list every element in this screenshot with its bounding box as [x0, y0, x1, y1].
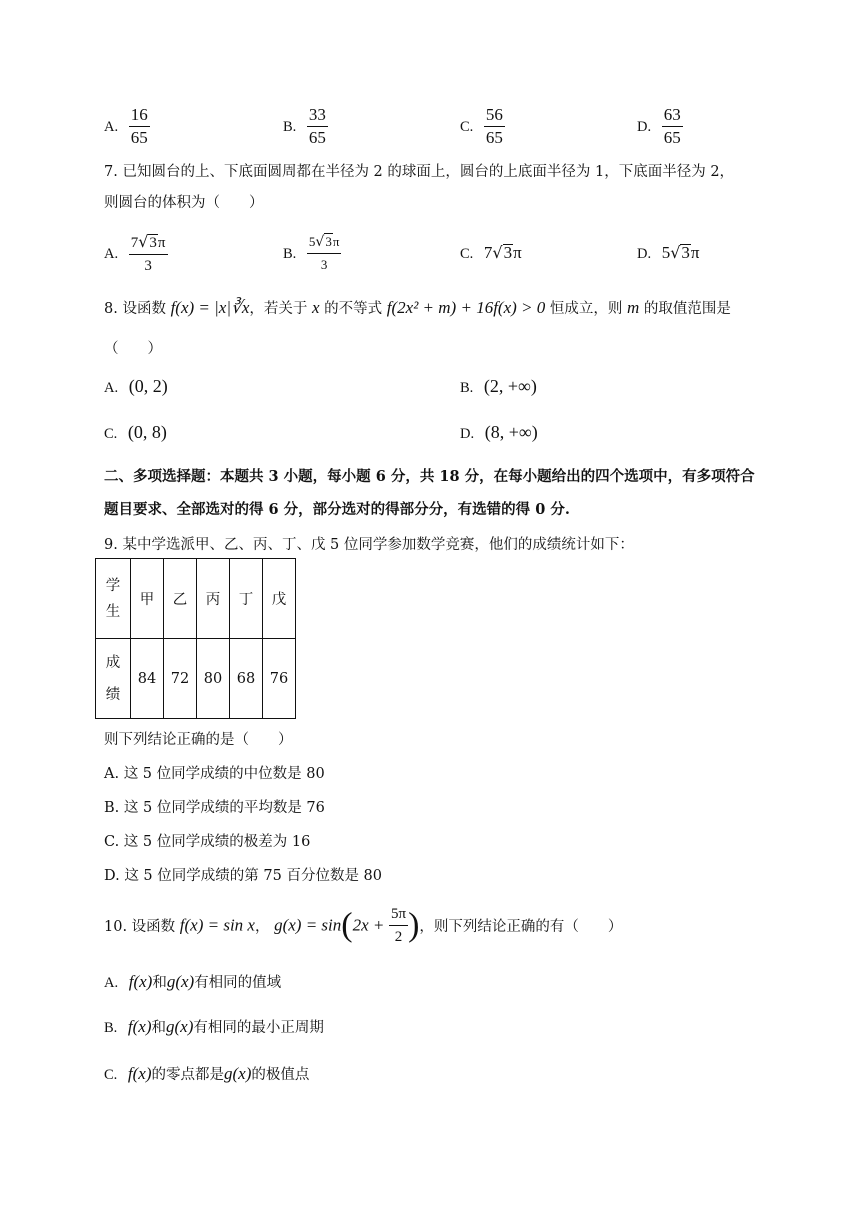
q8-option-b: B. (2, +∞): [460, 376, 537, 396]
q9-option-c: C. 这 5 位同学成绩的极差为 16: [104, 834, 311, 850]
q7-stem-line2: 则圆台的体积为（ ）: [104, 195, 264, 211]
q8-option-c: C. (0, 8): [104, 422, 167, 442]
table-cell: 丁: [230, 559, 263, 639]
q6-option-a: A. $\frac{16}{65}$: [104, 105, 148, 147]
section2-heading-line2: 题目要求、全部选对的得 6 分，部分选对的得部分分，有选错的得 0 分.: [104, 501, 570, 518]
q7-a-fraction: $\frac{7√3\pi}{3}$: [130, 232, 166, 274]
q9-option-b: B. 这 5 位同学成绩的平均数是 76: [104, 800, 325, 816]
table-row: [96, 639, 296, 719]
q6-option-b: B. $\frac{33}{65}$: [283, 105, 326, 147]
q6-option-d: D. $\frac{63}{65}$: [637, 105, 681, 147]
q7-option-c: C. 7√3π: [460, 243, 522, 262]
q10-g-fraction: $\frac{5\pi}{2}$: [389, 903, 408, 948]
score-table: [95, 558, 296, 719]
q7-option-b: B. $\frac{5√3\pi}{3}$: [283, 231, 341, 276]
table-cell: 丙: [197, 559, 230, 639]
q8-function: f(x) = |x|∛x: [170, 298, 250, 317]
table-cell: 戊: [263, 559, 296, 639]
sqrt-icon: √: [670, 243, 681, 262]
table-cell: 乙: [164, 559, 197, 639]
table-cell: 80: [197, 639, 230, 719]
sqrt-icon: √: [315, 234, 325, 250]
q7-option-d: D. 5√3π: [637, 243, 700, 262]
q6-c-fraction: $\frac{56}{65}$: [485, 105, 503, 147]
table-cell: 76: [263, 639, 296, 719]
q7-stem-line1: 7. 已知圆台的上、下底面圆周都在半径为 2 的球面上，圆台的上底面半径为 1，下底面半径为 2，: [104, 164, 735, 180]
q9-option-a: A. 这 5 位同学成绩的中位数是 80: [104, 766, 325, 782]
sqrt-icon: √: [138, 232, 149, 251]
q10-stem: 10. 设函数 f(x) = sin x， g(x) = sin(2x + $\frac{5\pi}{2}$ )，则下列结论正确的有（ ）: [104, 903, 622, 948]
q9-stem: 9. 某中学选派甲、乙、丙、丁、戊 5 位同学参加数学竞赛，他们的成绩统计如下：: [104, 537, 634, 553]
q8-option-a: A. (0, 2): [104, 376, 168, 396]
table-cell: 甲: [131, 559, 164, 639]
q9-option-d: D. 这 5 位同学成绩的第 75 百分位数是 80: [104, 868, 382, 884]
q6-option-c: C. $\frac{56}{65}$: [460, 105, 503, 147]
q10-option-a: A. f(x)和g(x)有相同的值域: [104, 972, 282, 991]
q10-g-def: g(x) = sin: [274, 915, 342, 935]
section2-heading-line1: 二、多项选择题：本题共 3 小题，每小题 6 分，共 18 分，在每小题给出的四个选项中，有多项符合: [104, 468, 755, 485]
table-row: [96, 559, 296, 639]
q10-f-def: f(x) = sin x: [179, 915, 255, 935]
q6-b-fraction: $\frac{33}{65}$: [308, 105, 326, 147]
q9-question: 则下列结论正确的是（ ）: [104, 732, 293, 748]
q6-a-fraction: $\frac{16}{65}$: [130, 105, 148, 147]
table-header-cell: 成 绩: [96, 639, 131, 719]
q7-option-a: A. $\frac{7√3\pi}{3}$: [104, 231, 168, 277]
table-header-cell: 学 生: [96, 559, 131, 639]
table-cell: 72: [164, 639, 197, 719]
table-cell: 84: [131, 639, 164, 719]
table-cell: 68: [230, 639, 263, 719]
q7-b-fraction: $\frac{5√3\pi}{3}$: [307, 231, 342, 276]
sqrt-icon: √: [492, 243, 503, 262]
q8-stem-line2: （ ）: [104, 341, 162, 357]
q10-option-c: C. f(x)的零点都是g(x)的极值点: [104, 1064, 310, 1083]
q8-inequality: f(2x² + m) + 16f(x) > 0: [386, 298, 546, 317]
q8-option-d: D. (8, +∞): [460, 422, 538, 442]
q8-stem-line1: 8. 设函数 f(x) = |x|∛x，若关于 x 的不等式 f(2x² + m) + 16f(x) > 0 恒成立，则 m 的取值范围是: [104, 298, 731, 317]
q6-d-fraction: $\frac{63}{65}$: [663, 105, 681, 147]
q10-option-b: B. f(x)和g(x)有相同的最小正周期: [104, 1017, 324, 1036]
